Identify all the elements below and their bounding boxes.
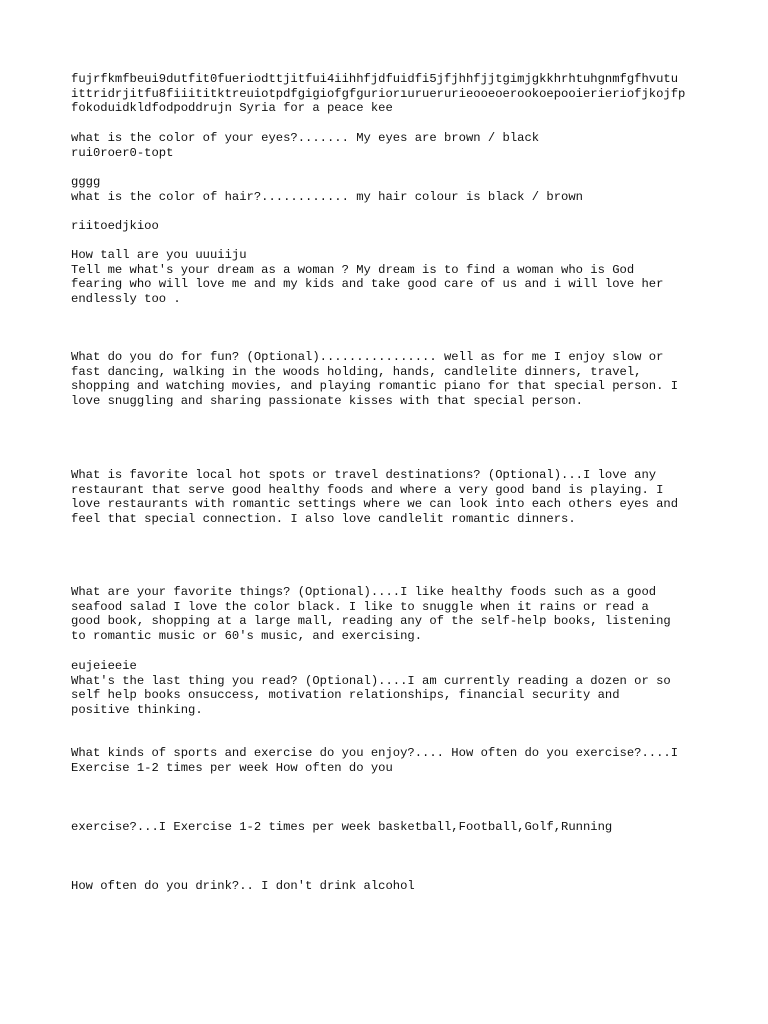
fun-answer: What do you do for fun? (Optional)................ well as for me I enjoy slow or fast dancing, walking in the woods holding, hands, candlelite dinners, travel, shopping and watching movies, and playing romantic piano for that special person. I love snuggling and sharing passionate kisses with that special person. [71, 350, 679, 408]
drink-answer: How often do you drink?.. I don't drink alcohol [71, 879, 415, 893]
sports-answer: What kinds of sports and exercise do you enjoy?.... How often do you exercise?....I Exercise 1-2 times per week How often do you [71, 746, 679, 775]
exercise-answer: exercise?...I Exercise 1-2 times per week basketball,Football,Golf,Running [71, 820, 613, 834]
height-and-dream-answer: How tall are you uuuiiju Tell me what's your dream as a woman ? My dream is to find a woman who is God fearing who will love me and my kids and take good care of us and i will love her endlessly too . [71, 248, 664, 306]
header-garbled-text: fujrfkmfbeui9dutfit0fueriodttjitfui4iihhfjdfuidfi5jfjhhfjjtgimjgkkhrhtuhgnmfgfhvutu ittridrjitfu8fiiititktreuiotpdfgigiofgfguriorıuruerurieooeoerookoepooierieriofjkojfp fokoduidkldfodpoddrujn Syria for a peace kee [71, 72, 686, 116]
last-read-answer: eujeieeie What's the last thing you read? (Optional)....I am currently reading a dozen or so self help books onsuccess, motivation relationships, financial security and positive thinking. [71, 659, 671, 717]
hair-color-answer: gggg what is the color of hair?............ my hair colour is black / brown [71, 175, 583, 204]
hot-spots-answer: What is favorite local hot spots or travel destinations? (Optional)...I love any restaurant that serve good healthy foods and where a very good band is playing. I love restaurants with romantic settings where we can look into each others eyes and feel that special connection. I also love candlelit romantic dinners. [71, 468, 679, 526]
eye-color-answer: what is the color of your eyes?....... My eyes are brown / black rui0roer0-topt [71, 131, 540, 160]
favorite-things-answer: What are your favorite things? (Optional)....I like healthy foods such as a good seafood salad I love the color black. I like to snuggle when it rains or read a good book, shopping at a large mall, reading any of the self-help books, listening to romantic music or 60's music, and exercising. [71, 585, 671, 643]
filler-text: riitoedjkioo [71, 219, 159, 233]
